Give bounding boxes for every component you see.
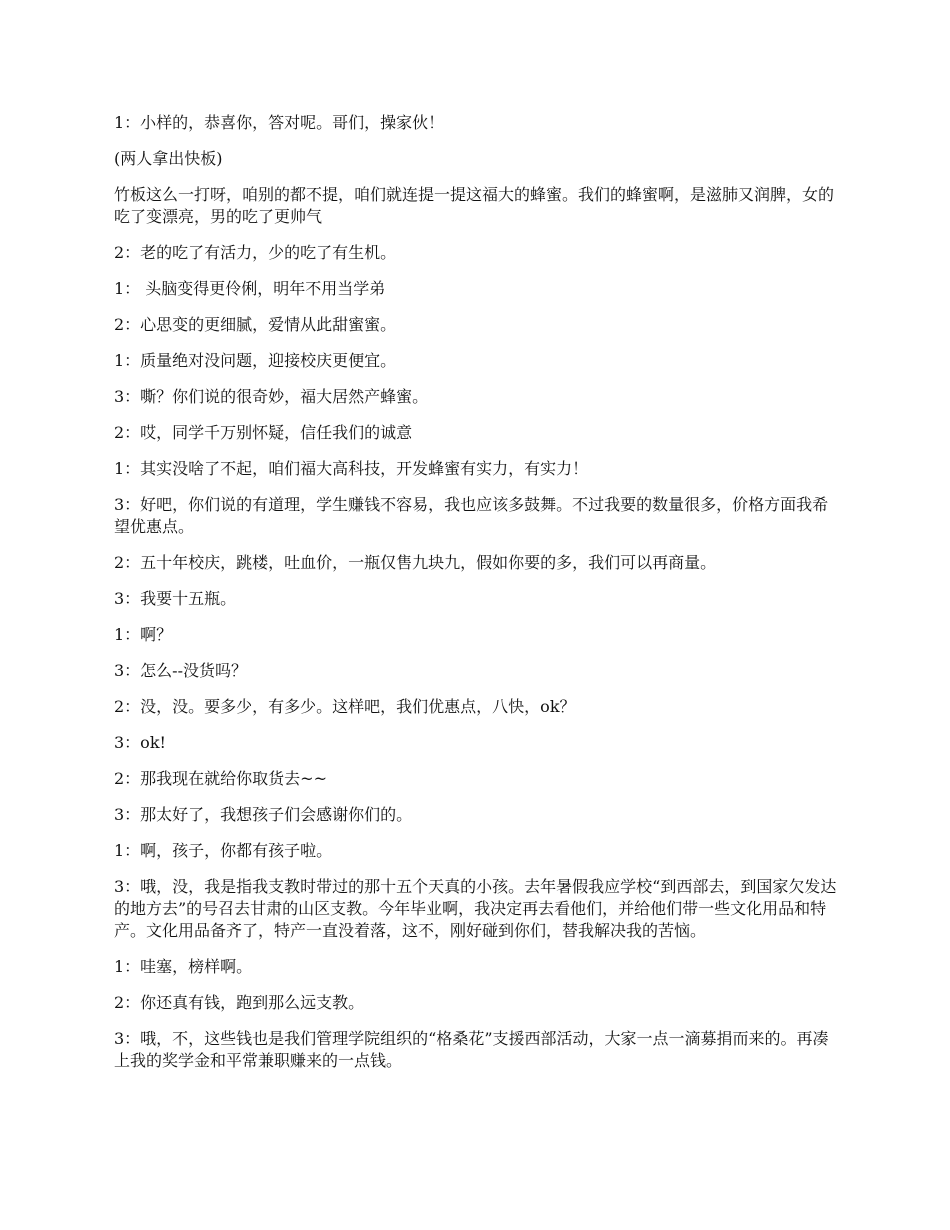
paragraph: 2：那我现在就给你取货去~~ [114, 769, 327, 788]
paragraph: 1：啊？ [114, 625, 173, 644]
paragraph: 1：其实没啥了不起，咱们福大高科技，开发蜂蜜有实力，有实力！ [114, 459, 589, 478]
paragraph: 2：你还真有钱，跑到那么远支教。 [114, 993, 365, 1012]
paragraph: 2：哎，同学千万别怀疑，信任我们的诚意 [114, 423, 413, 442]
paragraph: 3：怎么--没货吗？ [114, 661, 247, 680]
paragraph: 2：五十年校庆，跳楼，吐血价，一瓶仅售九块九，假如你要的多，我们可以再商量。 [114, 553, 717, 572]
paragraph: 2：老的吃了有活力，少的吃了有生机。 [114, 243, 397, 262]
paragraph: 3：哦，不，这些钱也是我们管理学院组织的“格桑花”支援西部活动，大家一点一滴募捐而来的。再凑上我的奖学金和平常兼职赚来的一点钱。 [114, 1029, 829, 1070]
paragraph: 3：我要十五瓶。 [114, 589, 237, 608]
paragraph: 2：没，没。要多少，有多少。这样吧，我们优惠点，八快，ok？ [114, 697, 576, 716]
paragraph: 3：那太好了，我想孩子们会感谢你们的。 [114, 805, 413, 824]
paragraph: 1：质量绝对没问题，迎接校庆更便宜。 [114, 351, 397, 370]
paragraph: 3：哦，没，我是指我支教时带过的那十五个天真的小孩。去年暑假我应学校“到西部去，到国家欠发达的地方去”的号召去甘肃的山区支教。今年毕业啊，我决定再去看他们，并给他们带一些文化用品和特产。文化用品备齐了，特产一直没着落，这不，刚好碰到你们，替我解决我的苦恼。 [114, 877, 837, 940]
paragraph: 1：啊，孩子，你都有孩子啦。 [114, 841, 333, 860]
paragraph: 1： 头脑变得更伶俐，明年不用当学弟 [114, 279, 386, 298]
paragraph: 3：好吧，你们说的有道理，学生赚钱不容易，我也应该多鼓舞。不过我要的数量很多，价格方面我希望优惠点。 [114, 495, 829, 536]
paragraph: (两人拿出快板) [114, 149, 223, 168]
paragraph: 2：心思变的更细腻，爱情从此甜蜜蜜。 [114, 315, 397, 334]
paragraph: 3：嘶？你们说的很奇妙，福大居然产蜂蜜。 [114, 387, 429, 406]
paragraph: 1：哇塞，榜样啊。 [114, 957, 253, 976]
paragraph: 3：ok! [114, 733, 166, 752]
document-body [114, 112, 840, 1086]
paragraph: 1：小样的，恭喜你，答对呢。哥们，操家伙！ [114, 113, 445, 132]
paragraph: 竹板这么一打呀，咱别的都不提，咱们就连提一提这福大的蜂蜜。我们的蜂蜜啊，是滋肺又润脾，女的吃了变漂亮，男的吃了更帅气 [114, 185, 835, 226]
